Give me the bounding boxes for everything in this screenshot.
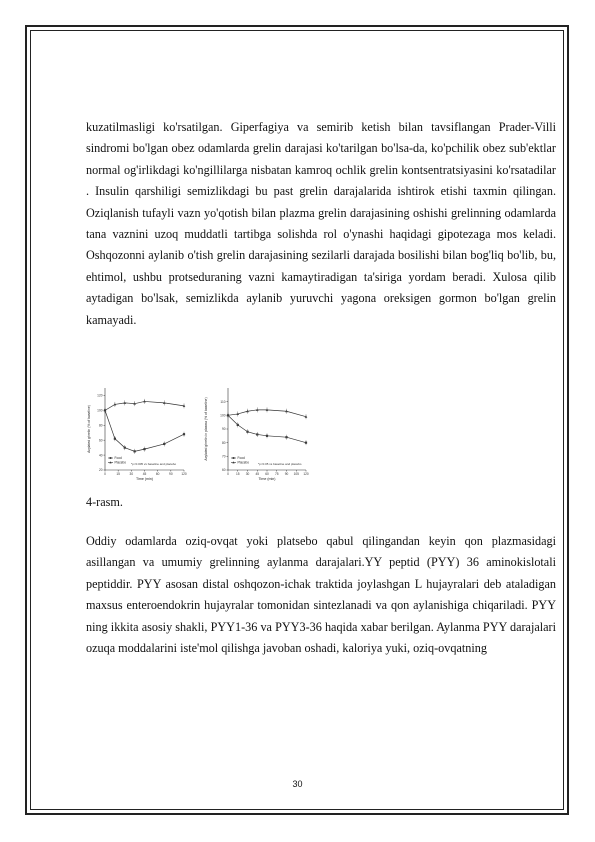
- x-tick-label: 15: [116, 472, 120, 476]
- x-tick-label: 75: [274, 472, 279, 476]
- y-tick-label: 90: [221, 427, 226, 432]
- chart-annotation: *p<0.005 vs baseline and placebo: [131, 462, 177, 466]
- x-tick-label: 30: [129, 472, 134, 476]
- x-tick-label: 105: [293, 472, 299, 476]
- chart-annotation: *p<0.05 vs baseline and placebo: [258, 462, 302, 466]
- x-tick-label: 60: [155, 472, 160, 476]
- legend-label: Placebo: [237, 460, 250, 465]
- x-axis-label: Time (min): [135, 477, 154, 481]
- figure-chart-left: [86, 384, 188, 484]
- x-tick-label: 0: [227, 472, 229, 476]
- y-axis-label: Acylated ghrelin (% of baseline): [87, 405, 91, 453]
- x-tick-label: 90: [284, 472, 289, 476]
- legend-marker: [233, 457, 235, 459]
- x-tick-label: 60: [265, 472, 269, 476]
- y-tick-label: 40: [98, 453, 103, 458]
- figure-caption: 4-rasm.: [86, 495, 123, 509]
- legend-label: Food: [114, 456, 122, 461]
- legend-marker: [110, 457, 112, 459]
- series-line-food: [105, 410, 184, 451]
- x-tick-label: 0: [104, 472, 106, 476]
- x-tick-label: 120: [303, 472, 309, 476]
- y-tick-label: 110: [220, 399, 226, 404]
- y-tick-label: 20: [98, 468, 103, 473]
- legend-label: Placebo: [114, 460, 127, 465]
- paragraph-grelin-obesity: kuzatilmasligi ko'rsatilgan. Giperfagiya va semirib ketish bilan tavsiflangan Prader-Villi sindromi bo'lgan obez odamlarda grelin darajasi ko'tarilgan bo'lsa-da, ko'pchilik obez sub'ektlar normal og'irlikdagi ko'ngillilarga nisbatan kamroq ochlik grelin kontsentratsiyasini ko'rsatadilar . Insulin qarshiligi semizlikdagi bu past grelin darajalarida ishtirok etishi taxmin qilingan. Oziqlanish tufayli vazn yo'qotish bilan plazma grelin darajasining oshishi grelinning odamlarda tana vaznini uzoq muddatli tartibga solishda rol o'ynashi haqidagi gipotezaga mos keladi. Oshqozonni aylanib o'tish grelin darajasining sezilarli darajada bosilishi bilan bog'liq bo'lib, bu, ehtimol, ushbu protseduraning vazni kamaytiradigan ta'siriga yordam beradi. Xulosa qilib aytadigan bo'lsak, semizlikda aylanib yuruvchi yagona oreksigen gormon bo'lgan grelin kamayadi.: [86, 120, 556, 327]
- x-tick-label: 120: [181, 472, 187, 476]
- x-tick-label: 45: [255, 472, 260, 476]
- figure-chart-right: [202, 384, 312, 484]
- y-tick-label: 60: [221, 468, 226, 473]
- y-axis-label: Acylated ghrelin in plasma (% of baseline): [204, 397, 208, 461]
- x-tick-label: 15: [235, 472, 240, 476]
- y-tick-label: 60: [98, 438, 103, 443]
- x-tick-label: 90: [169, 472, 173, 476]
- series-line-food: [228, 415, 306, 442]
- legend-label: Food: [237, 456, 245, 461]
- y-tick-label: 100: [97, 408, 103, 413]
- y-tick-label: 80: [98, 423, 103, 428]
- y-tick-label: 120: [97, 393, 103, 398]
- x-tick-label: 30: [245, 472, 250, 476]
- y-tick-label: 70: [221, 454, 226, 459]
- x-tick-label: 45: [142, 472, 147, 476]
- x-axis-label: Time (min): [258, 477, 276, 481]
- page-number: 30: [292, 779, 303, 789]
- y-tick-label: 80: [221, 440, 226, 445]
- y-tick-label: 100: [220, 413, 226, 418]
- paragraph-pyy-peptide: Oddiy odamlarda oziq-ovqat yoki platsebo qabul qilingandan keyin qon plazmasidagi asillangan va umumiy grelinning aylanma darajalari.YY peptid (PYY) 36 aminokislotali peptiddir. PYY asosan distal oshqozon-ichak traktida joylashgan L hujayralari deb ataladigan maxsus enteroendokrin hujayralar tomonidan sintezlanadi va qon aylanishiga chiqariladi. PYY ning ikkita asosiy shakli, PYY1-36 va PYY3-36 haqida xabar berilgan. Aylanma PYY darajalari ozuqa moddalarini iste'mol qilishga javoban oshadi, kaloriya yuki, oziq-ovqatning: [86, 534, 556, 656]
